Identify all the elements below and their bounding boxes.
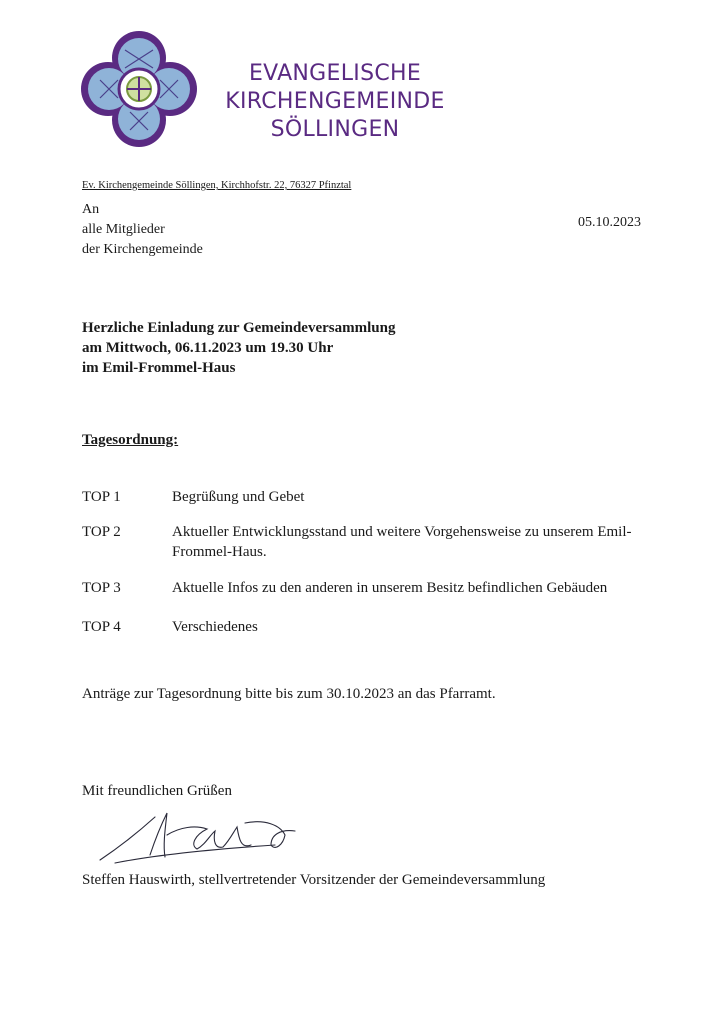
agenda-item-number: TOP 1: [82, 489, 121, 505]
org-line-1: EVANGELISCHE: [248, 61, 422, 86]
recipient-line-3: der Kirchengemeinde: [82, 242, 203, 257]
recipient-line-2: alle Mitglieder: [82, 222, 165, 237]
agenda-item-number: TOP 2: [82, 524, 121, 540]
agenda-title: Tagesordnung:: [82, 432, 179, 448]
closing-greeting: Mit freundlichen Grüßen: [82, 783, 232, 799]
subject-line-3: im Emil-Frommel-Haus: [82, 360, 236, 376]
agenda-item-text: Verschiedenes: [172, 619, 258, 635]
agenda-item-text: Begrüßung und Gebet: [172, 489, 305, 505]
recipient-line-1: An: [82, 202, 100, 217]
organization-name: [200, 60, 470, 144]
deadline-note: Anträge zur Tagesordnung bitte bis zum 30.10.2023 an das Pfarramt.: [82, 686, 496, 702]
org-line-2: KIRCHENGEMEINDE: [225, 89, 445, 114]
agenda-item-text: Aktuelle Infos zu den anderen in unserem Besitz befindlichen Gebäuden: [172, 580, 608, 596]
subject-line-1: Herzliche Einladung zur Gemeindeversammlung: [82, 320, 396, 336]
agenda-item-text: Aktueller Entwicklungsstand und weitere Vorgehensweise zu unserem Emil-Frommel-Haus.: [172, 524, 632, 560]
org-line-3: SÖLLINGEN: [270, 117, 400, 142]
recipient-block: [82, 200, 203, 260]
agenda-item-number: TOP 4: [82, 619, 121, 635]
signer-name: Steffen Hauswirth, stellvertretender Vorsitzender der Gemeindeversammlung: [82, 872, 546, 888]
subject-block: [82, 318, 395, 378]
sender-address: Ev. Kirchengemeinde Söllingen, Kirchhofstr. 22, 76327 Pfinztal: [82, 180, 352, 191]
agenda-item-number: TOP 3: [82, 580, 121, 596]
church-logo-icon: [80, 30, 198, 148]
subject-line-2: am Mittwoch, 06.11.2023 um 19.30 Uhr: [82, 340, 334, 356]
handwritten-signature: [95, 805, 315, 865]
letter-date: 05.10.2023: [578, 215, 641, 230]
